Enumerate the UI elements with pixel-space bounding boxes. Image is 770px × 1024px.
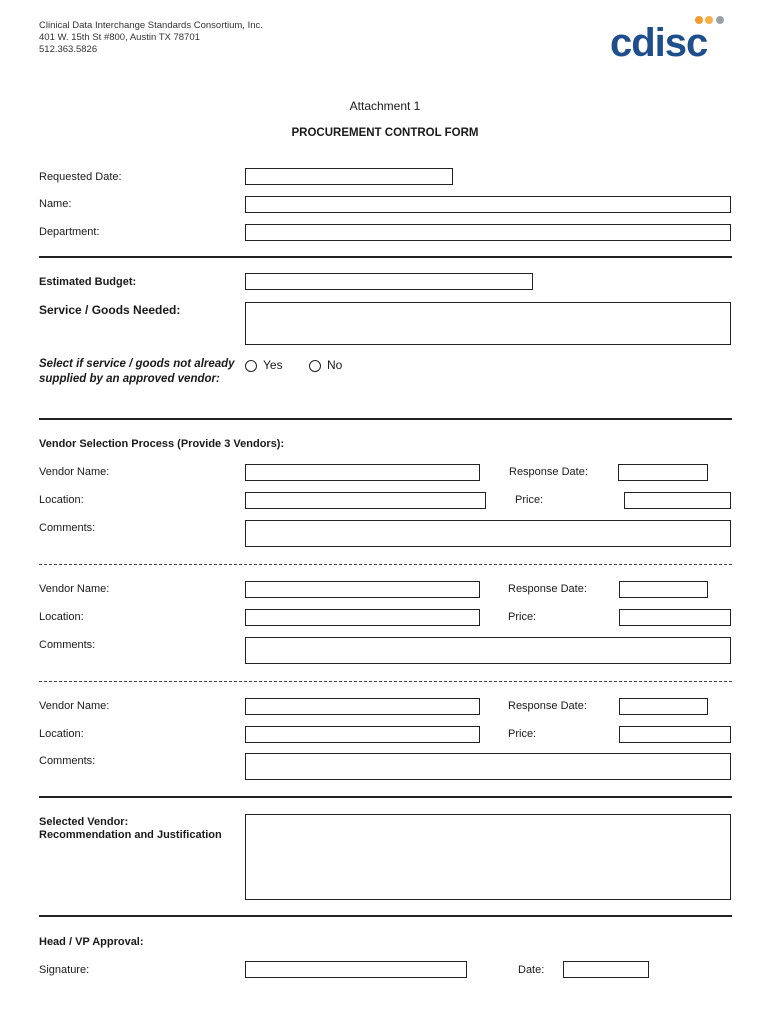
approval-label: Head / VP Approval: — [39, 936, 144, 948]
vendor-section-label: Vendor Selection Process (Provide 3 Vendors): — [39, 438, 285, 450]
recommendation-justification-label: Recommendation and Justification — [39, 829, 222, 841]
department-field[interactable] — [245, 224, 731, 241]
vendor-3-name-field[interactable] — [245, 698, 480, 715]
estimated-budget-label: Estimated Budget: — [39, 276, 137, 288]
approved-vendor-question: Select if service / goods not already supplied by an approved vendor: — [39, 358, 235, 385]
vendor-separator — [39, 564, 732, 565]
date-label: Date: — [518, 964, 545, 976]
department-label: Department: — [39, 226, 100, 238]
vendor-1-comments-label: Comments: — [39, 522, 96, 534]
vendor-3-comments-label: Comments: — [39, 755, 96, 767]
vendor-2-price-field[interactable] — [619, 609, 731, 626]
vendor-2-name-field[interactable] — [245, 581, 480, 598]
vendor-separator — [39, 681, 732, 682]
vendor-1-location-label: Location: — [39, 494, 84, 506]
requested-date-label: Requested Date: — [39, 171, 122, 183]
vendor-3-response-date-label: Response Date: — [508, 700, 587, 712]
vendor-2-comments-label: Comments: — [39, 639, 96, 651]
vendor-3-price-label: Price: — [508, 728, 537, 740]
org-address: 401 W. 15th St #800, Austin TX 78701 — [39, 32, 200, 43]
no-radio[interactable] — [309, 360, 321, 372]
vendor-2-comments-field[interactable] — [245, 637, 731, 664]
requested-date-field[interactable] — [245, 168, 453, 185]
selected-vendor-label: Selected Vendor: — [39, 816, 129, 828]
signature-label: Signature: — [39, 964, 90, 976]
logo-wordmark: cdisc — [610, 21, 708, 60]
form-title: PROCUREMENT CONTROL FORM — [291, 127, 479, 139]
name-field[interactable] — [245, 196, 731, 213]
vendor-3-price-field[interactable] — [619, 726, 731, 743]
yes-label: Yes — [263, 358, 283, 372]
vendor-3-comments-field[interactable] — [245, 753, 731, 780]
vendor-2-location-field[interactable] — [245, 609, 480, 626]
signature-field[interactable] — [245, 961, 467, 978]
org-phone: 512.363.5826 — [39, 44, 98, 55]
vendor-1-comments-field[interactable] — [245, 520, 731, 547]
vendor-1-price-label: Price: — [515, 494, 544, 506]
name-label: Name: — [39, 198, 72, 210]
vendor-2-response-date-field[interactable] — [619, 581, 708, 598]
vendor-2-response-date-label: Response Date: — [508, 583, 587, 595]
approval-date-field[interactable] — [563, 961, 649, 978]
section-divider — [39, 418, 732, 420]
recommendation-justification-field[interactable] — [245, 814, 731, 900]
service-goods-label: Service / Goods Needed: — [39, 303, 181, 317]
vendor-3-location-label: Location: — [39, 728, 84, 740]
section-divider — [39, 915, 732, 917]
vendor-1-name-field[interactable] — [245, 464, 480, 481]
org-name: Clinical Data Interchange Standards Consortium, Inc. — [39, 20, 263, 31]
vendor-1-location-field[interactable] — [245, 492, 486, 509]
vendor-1-price-field[interactable] — [624, 492, 731, 509]
no-label: No — [327, 358, 343, 372]
cdisc-logo — [608, 14, 736, 60]
logo-dot-3 — [716, 16, 724, 24]
vendor-1-response-date-field[interactable] — [618, 464, 708, 481]
section-divider — [39, 256, 732, 258]
vendor-3-name-label: Vendor Name: — [39, 700, 110, 712]
vendor-3-location-field[interactable] — [245, 726, 480, 743]
vendor-2-price-label: Price: — [508, 611, 537, 623]
estimated-budget-field[interactable] — [245, 273, 533, 290]
section-divider — [39, 796, 732, 798]
attachment-label: Attachment 1 — [349, 99, 421, 113]
yes-radio[interactable] — [245, 360, 257, 372]
vendor-3-response-date-field[interactable] — [619, 698, 708, 715]
vendor-1-response-date-label: Response Date: — [509, 466, 588, 478]
service-goods-field[interactable] — [245, 302, 731, 345]
vendor-2-location-label: Location: — [39, 611, 84, 623]
organization-address-block — [39, 20, 263, 56]
vendor-1-name-label: Vendor Name: — [39, 466, 110, 478]
vendor-2-name-label: Vendor Name: — [39, 583, 110, 595]
